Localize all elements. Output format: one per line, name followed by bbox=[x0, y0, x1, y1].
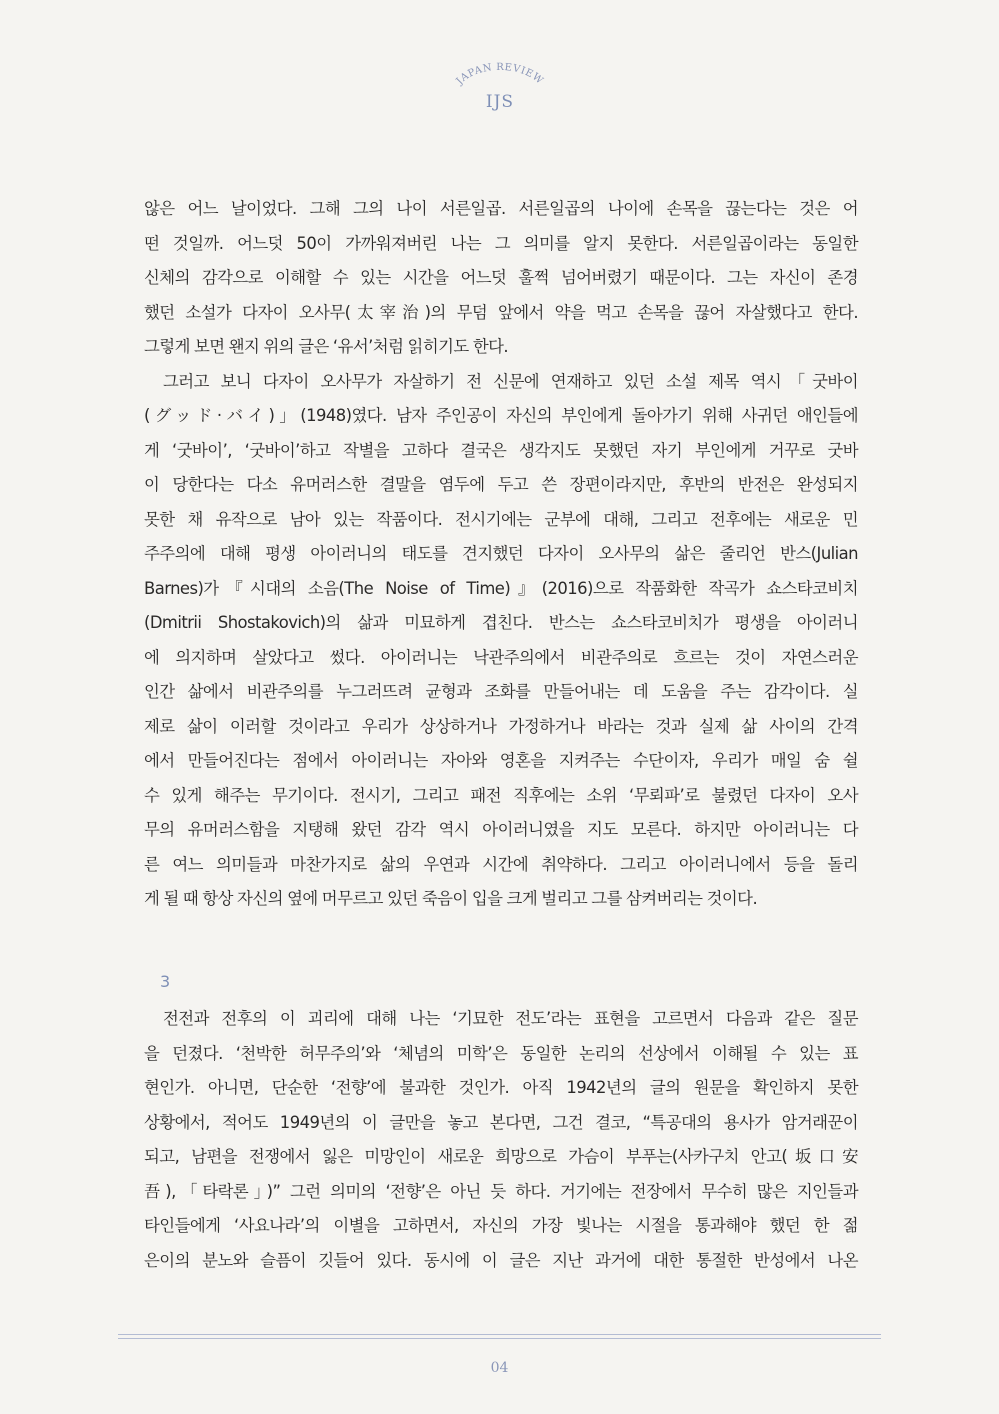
body-text-block-1 bbox=[144, 192, 858, 917]
logo-ijs-text: IJS bbox=[485, 92, 515, 112]
body-text-block-2 bbox=[144, 1002, 858, 1278]
text-line: 전전과 전후의 이 괴리에 대해 나는 ‘기묘한 전도’라는 표현을 고르면서 다음과 같은 질문 bbox=[163, 1009, 858, 1028]
text-line: 상황에서, 적어도 1949년의 이 글만을 놓고 본다면, 그건 결코, “특공대의 용사가 암거래꾼이 bbox=[144, 1112, 858, 1132]
text-line: 그렇게 보면 왠지 위의 글은 ‘유서’처럼 읽히기도 한다. bbox=[144, 337, 509, 356]
text-line: 게 될 때 항상 자신의 옆에 머무르고 있던 죽음이 입을 크게 벌리고 그를 삼켜버리는 것이다. bbox=[144, 889, 758, 908]
logo-arc-text-path: JAPAN REVIEW bbox=[454, 62, 546, 87]
text-line: 했던 소설가 다자이 오사무(太宰治)의 무덤 앞에서 약을 먹고 손목을 끊어 자살했다고 한다. bbox=[144, 302, 858, 322]
text-line: 을 던졌다. ‘천박한 허무주의’와 ‘체념의 미학’은 동일한 논리의 선상에서 이해될 수 있는 표 bbox=[144, 1043, 858, 1063]
text-line: 못한 채 유작으로 남아 있는 작품이다. 전시기에는 군부에 대해, 그리고 전후에는 새로운 민 bbox=[144, 509, 858, 529]
journal-logo bbox=[440, 62, 560, 122]
text-line: 신체의 감각으로 이해할 수 있는 시간을 어느덧 훌쩍 넘어버렸기 때문이다. 그는 자신이 존경 bbox=[144, 268, 858, 287]
text-line: 현인가. 아니면, 단순한 ‘전향’에 불과한 것인가. 아직 1942년의 글의 원문을 확인하지 못한 bbox=[144, 1078, 858, 1097]
text-line: 에 의지하며 살았다고 썼다. 아이러니는 낙관주의에서 비관주의로 흐르는 것이 자연스러운 bbox=[144, 647, 858, 667]
text-line: 수 있게 해주는 무기이다. 전시기, 그리고 패전 직후에는 소위 ‘무뢰파’로 불렸던 다자이 오사 bbox=[144, 785, 858, 805]
text-line: 않은 어느 날이었다. 그해 그의 나이 서른일곱. 서른일곱의 나이에 손목을 끊는다는 것은 어 bbox=[144, 199, 858, 218]
text-line: 떤 것일까. 어느덧 50이 가까워져버린 나는 그 의미를 알지 못한다. 서른일곱이라는 동일한 bbox=[144, 233, 858, 253]
page-number: 04 bbox=[490, 1360, 509, 1376]
text-line: Barnes)가『시대의 소음(The Noise of Time)』(2016)으로 작품화한 작곡가 쇼스타코비치 bbox=[144, 578, 858, 598]
text-line: 무의 유머러스함을 지탱해 왔던 감각 역시 아이러니였을 지도 모른다. 하지만 아이러니는 다 bbox=[144, 820, 858, 839]
text-line: 게 ‘굿바이’, ‘굿바이’하고 작별을 고하다 결국은 생각지도 못했던 자기 부인에게 거꾸로 굿바 bbox=[144, 440, 858, 460]
journal-logo-graphic bbox=[440, 62, 560, 122]
text-line: 른 여느 의미들과 마찬가지로 삶의 우연과 시간에 취약하다. 그리고 아이러니에서 등을 돌리 bbox=[144, 854, 858, 874]
footer-rule-top bbox=[118, 1334, 881, 1335]
text-line: 이 당한다는 다소 유머러스한 결말을 염두에 두고 쓴 장편이라지만, 후반의 반전은 완성되지 bbox=[144, 475, 858, 494]
text-line: 되고, 남편을 전쟁에서 잃은 미망인이 새로운 희망으로 가슴이 부푸는(사카구치 안고(坂口安 bbox=[144, 1147, 858, 1166]
section-number: 3 bbox=[160, 972, 171, 991]
logo-arc-text bbox=[454, 62, 546, 88]
text-line: (グッド·バイ)」(1948)였다. 남자 주인공이 자신의 부인에게 돌아가기 위해 사귀던 애인들에 bbox=[144, 406, 858, 425]
text-line: 타인들에게 ‘사요나라’의 이별을 고하면서, 자신의 가장 빛나는 시절을 통과해야 했던 한 젊 bbox=[144, 1216, 858, 1235]
text-line: 제로 삶이 이러할 것이라고 우리가 상상하거나 가정하거나 바라는 것과 실제 삶 사이의 간격 bbox=[144, 716, 858, 736]
text-line: 그러고 보니 다자이 오사무가 자살하기 전 신문에 연재하고 있던 소설 제목 역시「굿바이 bbox=[163, 371, 858, 391]
text-line: 인간 삶에서 비관주의를 누그러뜨려 균형과 조화를 만들어내는 데 도움을 주는 감각이다. 실 bbox=[144, 682, 858, 701]
text-line: 吾),「타락론」)” 그런 의미의 ‘전향’은 아닌 듯 하다. 거기에는 전장에서 무수히 많은 지인들과 bbox=[144, 1181, 858, 1201]
text-line: 은이의 분노와 슬픔이 깃들어 있다. 동시에 이 글은 지난 과거에 대한 통절한 반성에서 나온 bbox=[144, 1250, 858, 1270]
text-line: (Dmitrii Shostakovich)의 삶과 미묘하게 겹친다. 반스는 쇼스타코비치가 평생을 아이러니 bbox=[144, 613, 858, 632]
text-line: 주주의에 대해 평생 아이러니의 태도를 견지했던 다자이 오사무의 삶은 줄리언 반스(Julian bbox=[144, 544, 858, 563]
footer-rule-bottom bbox=[118, 1338, 881, 1339]
text-line: 에서 만들어진다는 점에서 아이러니는 자아와 영혼을 지켜주는 수단이자, 우리가 매일 숨 쉴 bbox=[144, 751, 858, 770]
